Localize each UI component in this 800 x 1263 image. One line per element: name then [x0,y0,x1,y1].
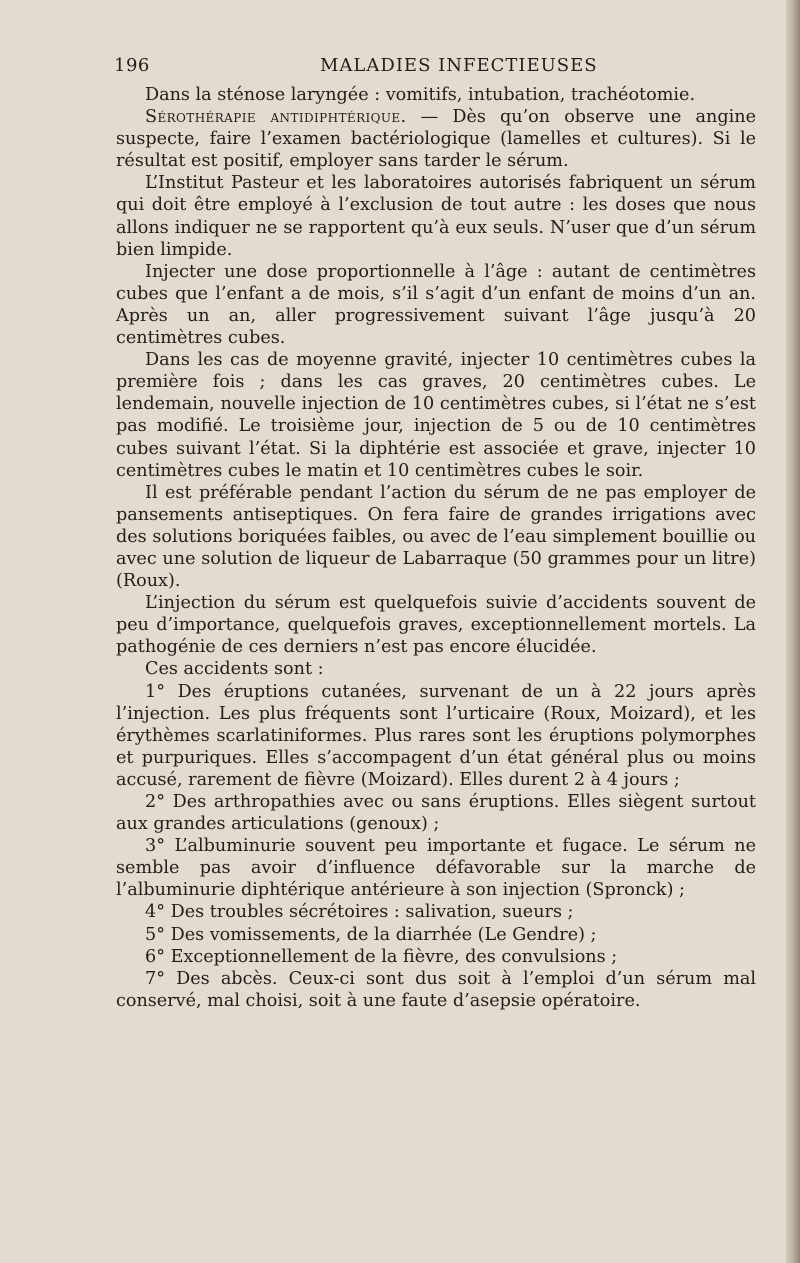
paragraph-text: Injecter une dose proportionnelle à l’âge : autant de centimètres cubes que l’enfant a de mois, s’il s’agit d’un enfant de moins d’un an. Après un an, aller progressivement suivant l’âge jusqu’à 20 centimètres cubes. [116,261,756,349]
list-item [116,681,756,791]
list-item [116,924,756,946]
list-item [116,791,756,835]
list-item [116,946,756,968]
paragraph-text: 3° L’albuminurie souvent peu importante et fugace. Le sérum ne semble pas avoir d’influence défavorable sur la marche de l’albuminurie diphtérique antérieure à son injection (Spronck) ; [116,836,756,901]
paragraph [116,106,756,172]
paragraph-text: — Dès qu’on observe une angine suspecte, faire l’examen bactériologique (lamelles et cultures). Si le résultat est positif, employer sans tarder le sérum. [116,107,756,172]
paragraph-text: 4° Des troubles sécrétoires : salivation, sueurs ; [145,902,574,923]
paragraph-text: 1° Des éruptions cutanées, survenant de un à 22 jours après l’injection. Les plus fréquents sont l’urticaire (Roux, Moizard), et les érythèmes scarlatiniformes. Plus rares sont les éruptions polymorphes et purpuriques. Elles s’accompagent d’un état général plus ou moins accusé, rarement de fièvre (Moizard). Elles durent 2 à 4 jours ; [116,681,756,790]
page-edge [786,0,800,1263]
paragraph [116,172,756,260]
paragraph-text: 7° Des abcès. Ceux-ci sont dus soit à l’emploi d’un sérum mal conservé, mal choisi, soit à une faute d’asepsie opératoire. [116,968,756,1011]
running-header [114,52,754,80]
page-number: 196 [114,55,150,76]
paragraph [116,349,756,482]
paragraph [116,84,756,106]
paragraph-text: L’Institut Pasteur et les laboratoires autorisés fabriquent un sérum qui doit être employé à l’exclusion de tout autre : les doses que nous allons indiquer ne se rapportent qu’à eux seuls. N’user que d’un sérum bien limpide. [116,173,756,260]
list-item [116,901,756,923]
list-item [116,835,756,901]
body-text [116,84,756,1012]
paragraph [116,482,756,592]
paragraph-text: Dans la sténose laryngée : vomitifs, intubation, trachéotomie. [145,85,696,105]
paragraph-text: 2° Des arthropathies avec ou sans éruptions. Elles siègent surtout aux grandes articulations (genoux) ; [116,792,756,835]
paragraph-text: Dans les cas de moyenne gravité, injecter 10 centimètres cubes la première fois ; dans les cas graves, 20 centimètres cubes. Le lendemain, nouvelle injection de 10 centimètres cubes, si l’état ne s’est pas modifié. Le troisième jour, injection de 5 ou de 10 centimètres cubes suivant l’état. Si la diphtérie est associée et grave, injecter 10 centimètres cubes le matin et 10 centimètres cubes le soir. [116,350,756,481]
list-item [116,968,756,1012]
paragraph-text: 5° Des vomissements, de la diarrhée (Le Gendre) ; [145,924,597,945]
paragraph [116,658,756,680]
paragraph-text: Ces accidents sont : [145,659,324,680]
paragraph [116,261,756,349]
paragraph [116,592,756,658]
paragraph-text: 6° Exceptionnellement de la fièvre, des convulsions ; [145,946,618,967]
running-title: MALADIES INFECTIEUSES [320,55,598,76]
section-heading: Sérothérapie antidiphtérique. [145,107,407,128]
paragraph-text: Il est préférable pendant l’action du sérum de ne pas employer de pansements antiseptiques. On fera faire de grandes irrigations avec des solutions boriquées faibles, ou avec de l’eau simplement bouillie ou avec une solution de liqueur de Labarraque (50 grammes pour un litre) (Roux). [116,482,756,592]
paragraph-text: L’injection du sérum est quelquefois suivie d’accidents souvent de peu d’importance, quelquefois graves, exceptionnellement mortels. La pathogénie de ces derniers n’est pas encore élucidée. [116,593,756,658]
